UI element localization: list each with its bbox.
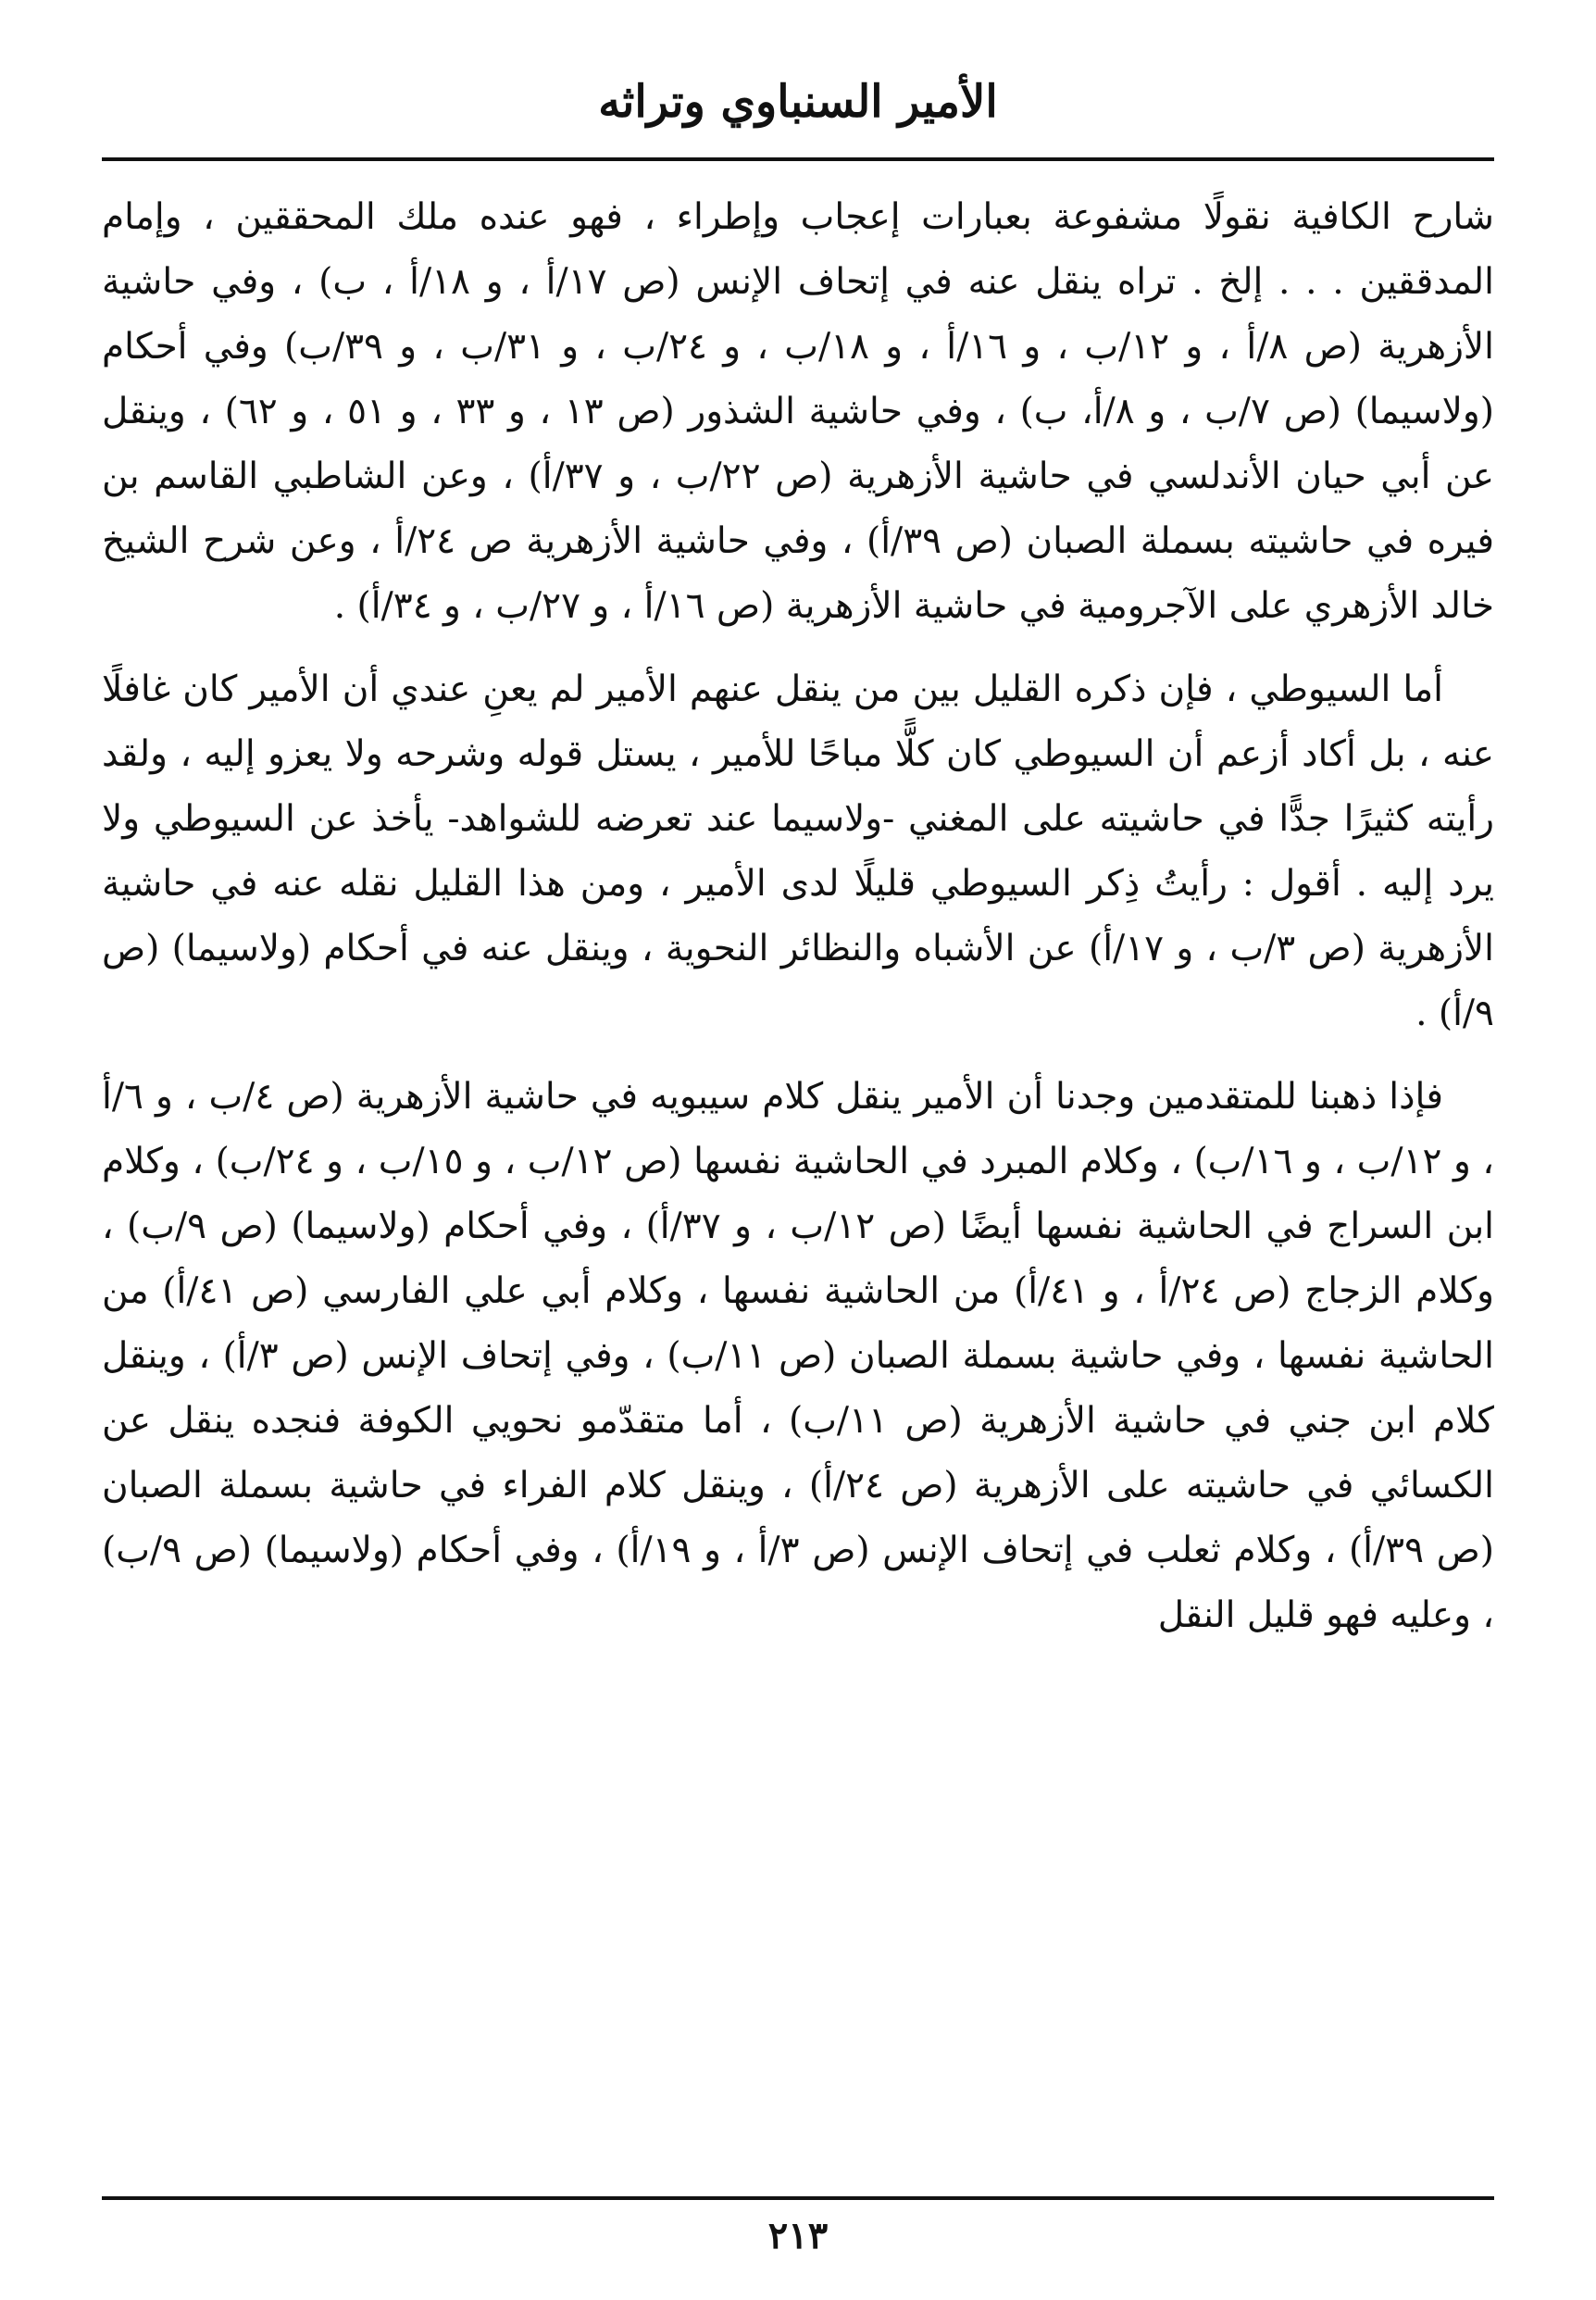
paragraph-1: شارح الكافية نقولًا مشفوعة بعبارات إعجاب وإطراء ، فهو عنده ملك المحققين ، وإمام المدققين . . . إلخ . تراه ينقل عنه في إتحاف الإنس (ص ١٧/أ ، و ١٨/أ ، ب) ، وفي حاشية الأزهرية (ص ٨/أ ، و ١٢/ب ، و ١٦/أ ، و ١٨/ب ، و ٢٤/ب ، و ٣١/ب ، و ٣٩/ب) وفي أحكام (ولاسيما) (ص ٧/ب ، و ٨/أ، ب) ، وفي حاشية الشذور (ص ١٣ ، و ٣٣ ، و ٥١ ، و ٦٢) ، وينقل عن أبي حيان الأندلسي في حاشية الأزهرية (ص ٢٢/ب ، و ٣٧/أ) ، وعن الشاطبي القاسم بن فيره في حاشيته بسملة الصبان (ص ٣٩/أ) ، وفي حاشية الأزهرية ص ٢٤/أ ، وعن شرح الشيخ خالد الأزهري على الآجرومية في حاشية الأزهرية (ص ١٦/أ ، و ٢٧/ب ، و ٣٤/أ) . [102, 196, 1494, 627]
page-number: ٢١٣ [767, 2214, 829, 2257]
body-text [102, 185, 1494, 1667]
paragraph-3: فإذا ذهبنا للمتقدمين وجدنا أن الأمير ينقل كلام سيبويه في حاشية الأزهرية (ص ٤/ب ، و ٦/أ ، و ١٢/ب ، و ١٦/ب) ، وكلام المبرد في الحاشية نفسها (ص ١٢/ب ، و ١٥/ب ، و ٢٤/ب) ، وكلام ابن السراج في الحاشية نفسها أيضًا (ص ١٢/ب ، و ٣٧/أ) ، وفي أحكام (ولاسيما) (ص ٩/ب) ، وكلام الزجاج (ص ٢٤/أ ، و ٤١/أ) من الحاشية نفسها ، وكلام أبي علي الفارسي (ص ٤١/أ) من الحاشية نفسها ، وفي حاشية بسملة الصبان (ص ١١/ب) ، وفي إتحاف الإنس (ص ٣/أ) ، وينقل كلام ابن جني في حاشية الأزهرية (ص ١١/ب) ، أما متقدّمو نحويي الكوفة فنجده ينقل عن الكسائي في حاشيته على الأزهرية (ص ٢٤/أ) ، وينقل كلام الفراء في حاشية بسملة الصبان (ص ٣٩/أ) ، وكلام ثعلب في إتحاف الإنس (ص ٣/أ ، و ١٩/أ) ، وفي أحكام (ولاسيما) (ص ٩/ب) ، وعليه فهو قليل النقل [102, 1076, 1495, 1636]
paragraph-2: أما السيوطي ، فإن ذكره القليل بين من ينقل عنهم الأمير لم يعنِ عندي أن الأمير كان غافلًا عنه ، بل أكاد أزعم أن السيوطي كان كلًّا مباحًا للأمير ، يستل قوله وشرحه ولا يعزو إليه ، ولقد رأيته كثيرًا جدًّا في حاشيته على المغني -ولاسيما عند تعرضه للشواهد- يأخذ عن السيوطي ولا يرد إليه . أقول : رأيتُ ذِكر السيوطي قليلًا لدى الأمير ، ومن هذا القليل نقله عنه في حاشية الأزهرية (ص ٣/ب ، و ١٧/أ) عن الأشباه والنظائر النحوية ، وينقل عنه في أحكام (ولاسيما) (ص ٩/أ) . [102, 669, 1494, 1034]
footer-rule [102, 2196, 1494, 2200]
header-rule [102, 157, 1494, 161]
running-header: الأمير السنباوي وتراثه [598, 76, 998, 128]
